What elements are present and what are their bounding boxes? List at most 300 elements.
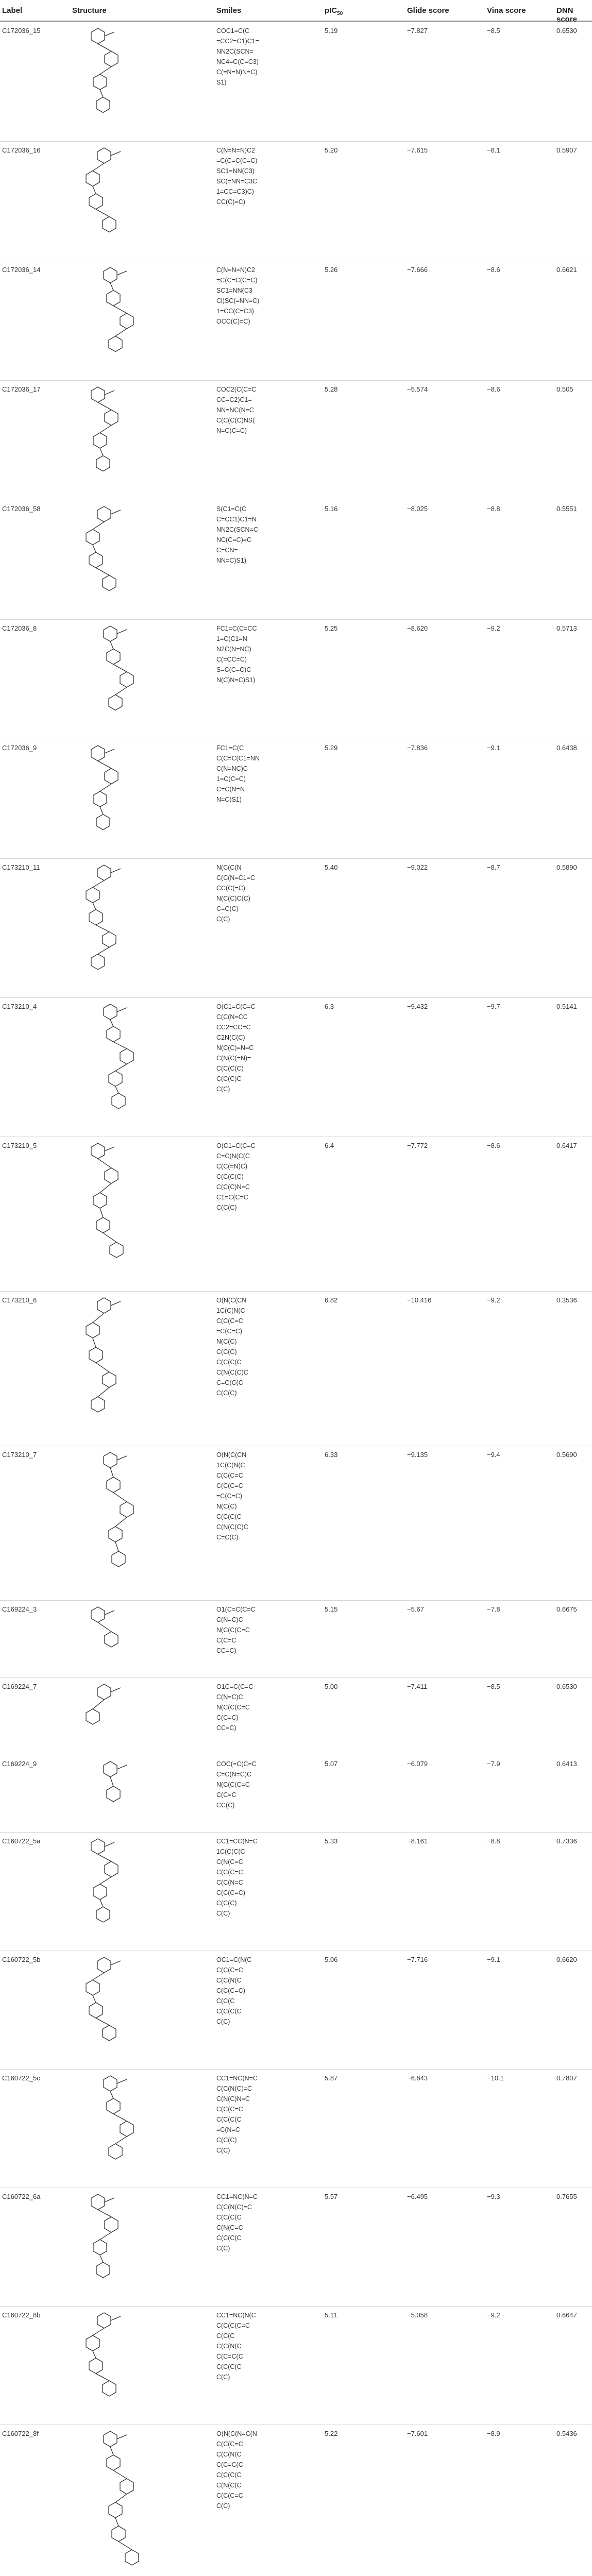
substituent-bond	[117, 2435, 127, 2439]
bond-0	[93, 1700, 104, 1709]
ring-4	[112, 2526, 125, 2541]
cell-vina: −7.8	[487, 1605, 500, 1613]
cell-dnn: 0.6647	[556, 2311, 577, 2319]
bond-3	[98, 947, 109, 954]
molecule-structure-image	[67, 1140, 180, 1287]
ring-2	[93, 74, 107, 90]
ring-3	[109, 1071, 122, 1087]
ring-1	[86, 2335, 99, 2351]
cell-dnn: 0.6530	[556, 27, 577, 35]
cell-glide: −7.411	[407, 1683, 428, 1690]
bond-0	[98, 1854, 111, 1861]
cell-smiles: O1(C=C(C=C C(N=C)C N(C(C(C=C C(C=C CC=C)	[216, 1606, 256, 1654]
substituent-bond	[105, 1842, 114, 1846]
ring-0	[91, 1607, 105, 1622]
molecule-structure-image	[67, 861, 180, 993]
cell-smiles: COC1=C(C =CC2=C1)C1= NN2C(SCN= NC4=C(C=C3) C(=N=N)N=C) S1)	[216, 27, 260, 86]
ring-0	[91, 2194, 105, 2210]
ring-2	[89, 2003, 103, 2018]
cell-pic50: 6.3	[325, 1003, 334, 1010]
cell-glide: −8.025	[407, 505, 428, 513]
ring-0	[91, 1839, 105, 1854]
ring-3	[103, 575, 116, 591]
bond-1	[93, 1338, 96, 1347]
cell-smiles: N(C(C(N C(C(N=C1=C CC(C(=C) N(C(C)C(C) C=C(C) C(C)	[216, 864, 256, 923]
header-smiles: Smiles	[216, 6, 242, 15]
molecule-structure-image	[67, 1954, 180, 2065]
bond-1	[113, 1493, 127, 1502]
molecule-structure-image	[67, 2428, 180, 2576]
cell-vina: −9.2	[487, 624, 500, 632]
bond-1	[100, 2232, 111, 2240]
table-row	[0, 2425, 592, 2576]
cell-smiles: O(N(C(CN 1C(C(N(C C(C(C=C =C(C=C) N(C(C) C(C(C) C(C(C(C C(N(C(C)C C=C(C(C C(C(C)	[216, 1297, 248, 1397]
bond-0	[110, 1777, 113, 1786]
header-pic50-sub: 50	[337, 11, 343, 16]
bond-2	[96, 1363, 109, 1372]
cell-label: C160722_8b	[2, 2311, 41, 2319]
substituent-bond	[111, 151, 121, 156]
bond-1	[113, 2114, 127, 2121]
molecule-structure-image	[67, 144, 180, 257]
ring-3	[109, 2502, 122, 2518]
ring-2	[93, 1193, 107, 1208]
cell-smiles: CC1=CC(N=C 1C(C(C(C C(N(C=C C(C(C=C C(C(N=C C(C(C=C) C(C(C) C(C)	[216, 1838, 258, 1917]
ring-3	[103, 1372, 116, 1387]
cell-glide: −10.416	[407, 1296, 432, 1304]
cell-glide: −8.620	[407, 624, 428, 632]
bond-0	[93, 522, 104, 530]
bond-3	[115, 1542, 119, 1551]
bond-3	[98, 1387, 109, 1397]
ring-0	[104, 1004, 117, 1020]
substituent-bond	[111, 1301, 121, 1306]
cell-label: C172036_14	[2, 266, 41, 274]
ring-2	[120, 1502, 133, 1517]
ring-1	[107, 291, 120, 306]
molecule-structure-image	[67, 1449, 180, 1596]
bond-2	[115, 1517, 127, 1527]
cell-pic50: 5.28	[325, 385, 338, 393]
cell-label: C173210_7	[2, 1451, 37, 1459]
ring-2	[120, 1048, 133, 1064]
substituent-bond	[117, 1008, 127, 1012]
substituent-bond	[105, 32, 114, 36]
ring-1	[107, 1786, 120, 1802]
cell-label: C172036_15	[2, 27, 41, 35]
bond-1	[93, 1995, 96, 2003]
ring-3	[103, 2381, 116, 2396]
cell-vina: −9.1	[487, 744, 500, 752]
header-structure: Structure	[72, 6, 107, 15]
bond-2	[96, 2374, 109, 2381]
ring-0	[91, 745, 105, 761]
cell-dnn: 0.3536	[556, 1296, 577, 1304]
cell-smiles: COC(=C(C=C C=C(N=C)C N(C(C(C=C C(C=C CC(C)	[216, 1760, 257, 1809]
ring-0	[97, 1298, 111, 1313]
cell-vina: −9.7	[487, 1003, 500, 1010]
bond-0	[110, 1468, 113, 1477]
ring-1	[105, 52, 118, 67]
cell-glide: −9.135	[407, 1451, 428, 1459]
molecule-structure-image	[67, 383, 180, 496]
bond-1	[113, 665, 127, 672]
cell-smiles: C(N=N=N)C2 =C(C=C(C=C) SC1=NN(C3 Cl)SC(=NN=C) 1=CC(C=C3) OCC(C)=C)	[216, 266, 260, 325]
cell-dnn: 0.5436	[556, 2430, 577, 2437]
ring-2	[89, 2358, 103, 2374]
cell-pic50: 5.19	[325, 27, 338, 35]
bond-2	[96, 925, 109, 931]
table-row	[0, 1291, 592, 1446]
ring-3	[96, 2262, 110, 2278]
cell-dnn: 0.5713	[556, 624, 577, 632]
ring-1	[86, 887, 99, 903]
bond-0	[93, 2328, 104, 2335]
bond-0	[93, 163, 104, 171]
table-row	[0, 997, 592, 1137]
cell-smiles: CC1=NC(N(C C(C(C(C=C C(C(C C(C(N(C C(C=C(C C(C(C(C C(C)	[216, 2312, 256, 2381]
cell-vina: −8.9	[487, 2430, 500, 2437]
cell-vina: −8.6	[487, 1142, 500, 1149]
cell-vina: −8.8	[487, 1837, 500, 1845]
cell-smiles: S(C1=C(C C=CC1)C1=N NN2C(SCN=C NC(C=C)=C C=CN= NN=C)S1)	[216, 505, 258, 564]
ring-1	[86, 530, 99, 545]
bond-2	[100, 1900, 103, 1907]
molecule-structure-image	[67, 25, 180, 137]
molecule-structure-image	[67, 1758, 180, 1828]
molecule-structure-image	[67, 1603, 180, 1673]
table-row	[0, 261, 592, 381]
ring-3	[96, 456, 110, 471]
bond-0	[110, 641, 113, 649]
cell-pic50: 5.07	[325, 1760, 338, 1768]
ring-3	[103, 932, 116, 947]
cell-pic50: 5.87	[325, 2074, 338, 2082]
table-header	[0, 0, 592, 22]
cell-dnn: 0.6675	[556, 1605, 577, 1613]
cell-vina: −9.4	[487, 1451, 500, 1459]
cell-pic50: 5.26	[325, 266, 338, 274]
cell-pic50: 5.20	[325, 146, 338, 154]
cell-pic50: 5.15	[325, 1605, 338, 1613]
table-row	[0, 380, 592, 500]
bond-0	[110, 1020, 113, 1026]
bond-2	[96, 2018, 109, 2025]
molecule-structure-image	[67, 742, 180, 854]
table-row	[0, 2188, 592, 2307]
cell-label: C173210_4	[2, 1003, 37, 1010]
table-row	[0, 1446, 592, 1601]
substituent-bond	[105, 749, 114, 753]
ring-0	[91, 1143, 105, 1159]
table-row	[0, 858, 592, 998]
ring-1	[105, 1168, 118, 1183]
bond-1	[113, 306, 127, 314]
cell-glide: −5.67	[407, 1605, 424, 1613]
table-row	[0, 1951, 592, 2070]
substituent-bond	[117, 1456, 127, 1460]
cell-dnn: 0.6620	[556, 1956, 577, 1963]
cell-glide: −7.772	[407, 1142, 428, 1149]
ring-2	[120, 672, 133, 687]
bond-2	[115, 687, 127, 695]
substituent-bond	[111, 1688, 121, 1692]
substituent-bond	[111, 1961, 121, 1965]
ring-0	[97, 148, 111, 163]
cell-glide: −5.058	[407, 2311, 428, 2319]
bond-2	[100, 807, 103, 815]
cell-vina: −9.3	[487, 2193, 500, 2200]
cell-glide: −7.615	[407, 146, 428, 154]
header-pic50	[325, 6, 343, 16]
cell-glide: −6.843	[407, 2074, 428, 2082]
ring-4	[112, 1093, 125, 1109]
molecule-structure-image	[67, 2309, 180, 2420]
cell-glide: −7.716	[407, 1956, 428, 1963]
table-row	[0, 2306, 592, 2425]
ring-0	[97, 865, 111, 880]
bond-2	[100, 90, 103, 97]
cell-pic50: 5.22	[325, 2430, 338, 2437]
ring-0	[104, 1761, 117, 1777]
bond-1	[100, 1183, 111, 1193]
ring-4	[110, 1242, 123, 1258]
ring-5	[125, 2550, 139, 2565]
ring-3	[109, 695, 122, 710]
cell-dnn: 0.5551	[556, 505, 577, 513]
ring-0	[104, 626, 117, 641]
bond-3	[103, 1233, 116, 1242]
bond-2	[115, 1064, 127, 1071]
cell-label: C160722_8f	[2, 2430, 39, 2437]
ring-3	[109, 2144, 122, 2159]
ring-4	[112, 1551, 125, 1567]
ring-0	[104, 2431, 117, 2447]
cell-smiles: CC1=NC(N=C C(C(N(C)=C C(C(C(C C(N(C=C C(C(C(C C(C)	[216, 2193, 258, 2252]
ring-3	[103, 217, 116, 232]
cell-smiles: C(N=N=N)C2 =C(C=C(C=C) SC1=NN(C3) SC(=NN=C3C 1=CC=C3)C) CC(C)=C)	[216, 147, 258, 206]
ring-1	[107, 649, 120, 665]
ring-2	[89, 194, 103, 209]
cell-pic50: 5.40	[325, 863, 338, 871]
cell-pic50: 5.25	[325, 624, 338, 632]
cell-glide: −5.574	[407, 385, 428, 393]
cell-glide: −9.022	[407, 863, 428, 871]
bond-2	[96, 568, 109, 575]
table-row	[0, 1137, 592, 1292]
cell-pic50: 5.33	[325, 1837, 338, 1845]
ring-3	[103, 2025, 116, 2041]
ring-2	[89, 1347, 103, 1363]
cell-label: C172036_16	[2, 146, 41, 154]
cell-pic50: 5.29	[325, 744, 338, 752]
cell-label: C172036_17	[2, 385, 41, 393]
bond-1	[93, 2351, 96, 2358]
ring-1	[107, 2455, 120, 2470]
cell-vina: −9.1	[487, 1956, 500, 1963]
cell-label: C173210_6	[2, 1296, 37, 1304]
ring-2	[93, 2240, 107, 2255]
bond-1	[113, 2470, 127, 2479]
bond-2	[115, 2137, 127, 2144]
bond-2	[115, 2494, 127, 2502]
cell-vina: −8.7	[487, 863, 500, 871]
cell-smiles: OC1=C(N(C C(C(C=C C(C(N(C C(C(C=C) C(C(C C(C(C(C C(C)	[216, 1956, 252, 2025]
bond-0	[98, 44, 111, 52]
ring-0	[97, 1684, 111, 1700]
substituent-bond	[117, 271, 127, 275]
substituent-bond	[111, 2316, 121, 2320]
substituent-bond	[117, 2079, 127, 2083]
bond-2	[115, 329, 127, 336]
cell-smiles: O(N(C(CN 1C(C(N(C C(C(C=C C(C(C=C =C(C=C) N(C(C) C(C(C(C C(N(C(C)C C=C(C)	[216, 1451, 248, 1541]
bond-1	[93, 903, 96, 909]
cell-label: C173210_11	[2, 863, 40, 871]
molecule-structure-image	[67, 1294, 180, 1442]
ring-2	[89, 552, 103, 568]
ring-0	[97, 2313, 111, 2328]
cell-vina: −10.1	[487, 2074, 504, 2082]
cell-vina: −8.6	[487, 266, 500, 274]
ring-2	[89, 909, 103, 925]
bond-0	[93, 880, 104, 887]
bond-1	[93, 545, 96, 553]
ring-0	[91, 28, 105, 44]
ring-1	[105, 769, 118, 784]
header-dnn: DNN score	[556, 6, 578, 24]
ring-1	[86, 1709, 99, 1724]
cell-label: C169224_3	[2, 1605, 37, 1613]
ring-0	[104, 1452, 117, 1468]
cell-dnn: 0.7807	[556, 2074, 577, 2082]
bond-0	[110, 2447, 113, 2455]
cell-dnn: 0.6438	[556, 744, 577, 752]
ring-1	[86, 1980, 99, 1995]
table-row	[0, 1600, 592, 1678]
cell-glide: −6.079	[407, 1760, 428, 1768]
cell-label: C160722_5a	[2, 1837, 41, 1845]
cell-label: C160722_6a	[2, 2193, 41, 2200]
cell-dnn: 0.6530	[556, 1683, 577, 1690]
cell-glide: −9.432	[407, 1003, 428, 1010]
ring-4	[91, 954, 105, 970]
cell-pic50: 5.00	[325, 1683, 338, 1690]
cell-pic50: 6.82	[325, 1296, 338, 1304]
cell-pic50: 5.16	[325, 505, 338, 513]
table-row	[0, 739, 592, 859]
cell-glide: −6.495	[407, 2193, 428, 2200]
ring-3	[109, 1527, 122, 1542]
ring-1	[107, 2098, 120, 2114]
ring-1	[86, 1323, 99, 1338]
cell-label: C169224_7	[2, 1683, 37, 1690]
ring-1	[107, 1477, 120, 1493]
table-row	[0, 2069, 592, 2188]
cell-glide: −7.666	[407, 266, 428, 274]
cell-smiles: O1C=C(C=C C(N=C)C N(C(C(C=C C(C=C) CC=C)	[216, 1683, 253, 1732]
bond-0	[98, 1159, 111, 1168]
bond-2	[96, 209, 109, 217]
ring-2	[120, 2479, 133, 2494]
molecule-structure-image	[67, 264, 180, 376]
bond-0	[98, 2210, 111, 2217]
cell-vina: −8.8	[487, 505, 500, 513]
cell-dnn: 0.5141	[556, 1003, 577, 1010]
cell-vina: −9.2	[487, 2311, 500, 2319]
ring-3	[96, 815, 110, 830]
bond-0	[98, 761, 111, 769]
molecule-structure-image	[67, 622, 180, 735]
bond-0	[98, 402, 111, 410]
cell-vina: −7.9	[487, 1760, 500, 1768]
ring-1	[105, 1632, 118, 1647]
cell-vina: −8.1	[487, 146, 500, 154]
cell-pic50: 5.11	[325, 2311, 337, 2319]
header-label: Label	[2, 6, 23, 15]
cell-dnn: 0.505	[556, 385, 573, 393]
cell-smiles: FC1=C(C=CC 1=C(C1=N N2C(N=NC) C(=CC=C) S=C(C=C)C N(C)N=C)S1)	[216, 625, 257, 684]
substituent-bond	[105, 1147, 114, 1151]
molecule-structure-image	[67, 1681, 180, 1751]
ring-3	[96, 1217, 110, 1233]
bond-2	[100, 1208, 103, 1217]
bond-0	[110, 283, 113, 291]
cell-dnn: 0.6417	[556, 1142, 577, 1149]
bond-1	[100, 1877, 111, 1884]
ring-3	[96, 97, 110, 113]
cell-label: C173210_5	[2, 1142, 37, 1149]
cell-label: C172036_9	[2, 744, 37, 752]
ring-1	[107, 1026, 120, 1042]
cell-dnn: 0.7336	[556, 1837, 577, 1845]
molecule-structure-image	[67, 2191, 180, 2302]
ring-2	[120, 2121, 133, 2137]
bond-1	[100, 426, 111, 433]
cell-pic50: 6.4	[325, 1142, 334, 1149]
table-row	[0, 500, 592, 620]
cell-vina: −9.2	[487, 1296, 500, 1304]
table-row	[0, 619, 592, 739]
cell-smiles: CC1=NC(N=C C(C(N(C)=C C(N(C)N=C C(C(C=C C(C(C(C =C(N=C C(C(C) C(C)	[216, 2075, 258, 2154]
bond-0	[93, 1973, 104, 1980]
substituent-bond	[111, 510, 121, 514]
substituent-bond	[105, 1611, 114, 1615]
ring-2	[93, 791, 107, 807]
cell-smiles: COC2(C(C=C CC=C2)C1= NN=NC(N=C C(C(C(C)NS( N=C)C=C)	[216, 386, 257, 434]
cell-smiles: O(C1=C(C=C C(C(N=CC CC2=CC=C C2N(C(C) N(C(C)=N=C C(N(C(=N)= C(C(C(C) C(C(C)C C(C)	[216, 1003, 256, 1093]
bond-1	[100, 67, 111, 75]
cell-label: C160722_5c	[2, 2074, 40, 2082]
cell-smiles: O(N(C(N=C(N C(C(C=C C(C(N(C C(C=C(C C(C(C(C C(N(C(C C(C(C=C C(C)	[216, 2430, 257, 2510]
substituent-bond	[111, 869, 121, 873]
ring-0	[91, 387, 105, 402]
ring-2	[120, 313, 133, 329]
table-row	[0, 1677, 592, 1755]
ring-1	[86, 171, 99, 187]
cell-dnn: 0.5890	[556, 863, 577, 871]
header-pic50-text: pIC	[325, 6, 337, 15]
cell-label: C160722_5b	[2, 1956, 41, 1963]
cell-glide: −8.161	[407, 1837, 428, 1845]
molecule-structure-image	[67, 503, 180, 615]
header-vina: Vina score	[487, 6, 526, 15]
cell-smiles: O(C1=C(C=C C=C(N(C(C C(C(=N)C) C(C(C(C) C(C(C)N=C C1=C(C=C C(C(C)	[216, 1142, 256, 1211]
ring-1	[105, 2217, 118, 2232]
cell-dnn: 0.6413	[556, 1760, 577, 1768]
cell-vina: −8.5	[487, 27, 500, 35]
ring-3	[96, 1907, 110, 1922]
molecule-structure-image	[67, 1001, 180, 1132]
